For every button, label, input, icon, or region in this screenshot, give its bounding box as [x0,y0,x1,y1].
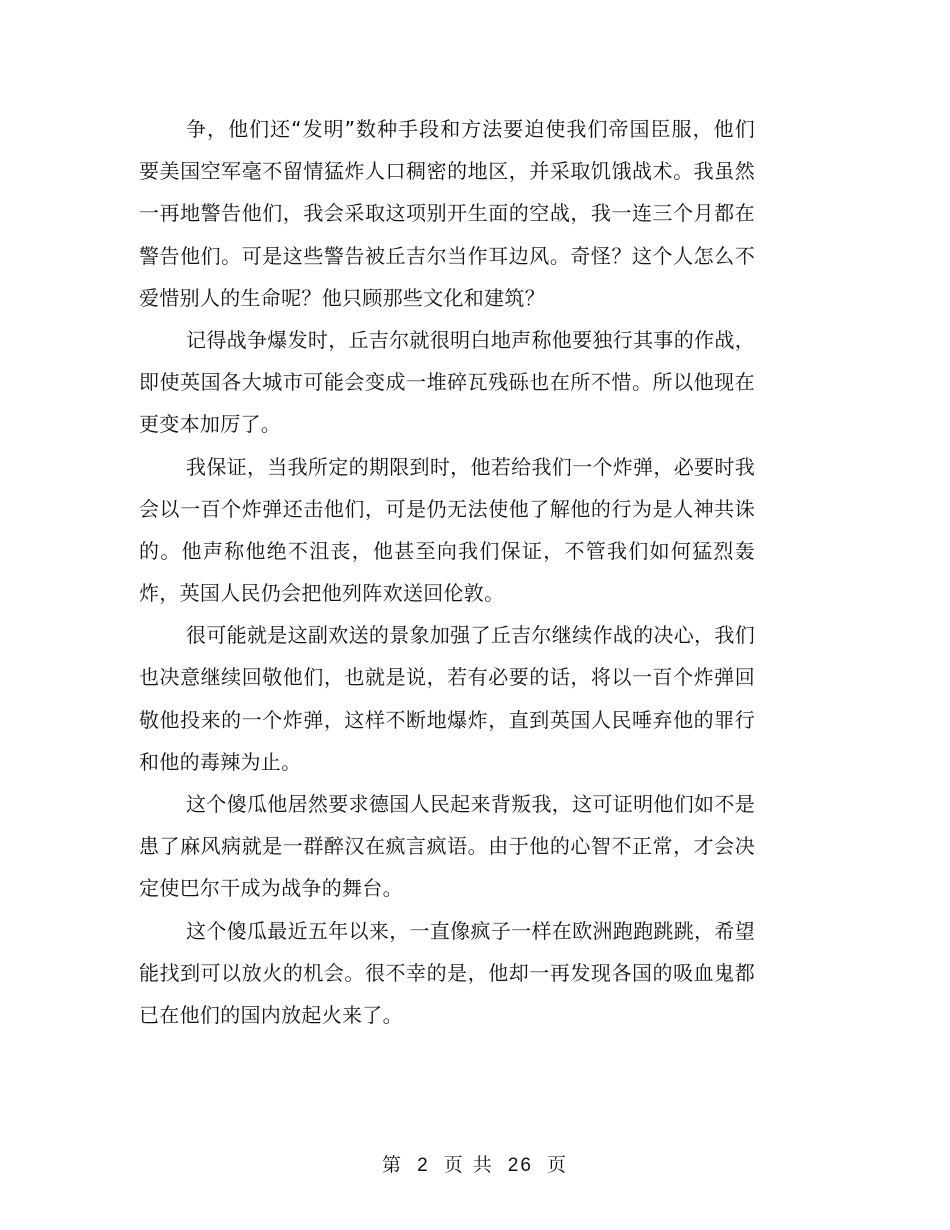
text-line: 即使英国各大城市可能会变成一堆碎瓦残砾也在所不惜。所以他现在 [139,370,755,395]
paragraph-2 [139,319,755,446]
paragraph-1 [139,108,755,319]
text-line: 我保证，当我所定的期限到时，他若给我们一个炸弹，必要时我 [186,454,755,479]
text-line: 敬他投来的一个炸弹，这样不断地爆炸，直到英国人民唾弃他的罪行 [139,707,755,732]
page-footer [0,1150,950,1177]
text-line: 已在他们的国内放起火来了。 [139,1002,403,1027]
text-line: 能找到可以放火的机会。很不幸的是，他却一再发现各国的吸血鬼都 [139,960,755,985]
text-line: 和他的毒辣为止。 [139,749,302,774]
text-line: 这个傻瓜最近五年以来，一直像疯子一样在欧洲跑跑跳跳，希望 [186,918,755,943]
text-line: 更变本加厉了。 [139,412,282,437]
current-page-number: 2 [417,1155,430,1176]
text-line: 很可能就是这副欢送的景象加强了丘吉尔继续作战的决心，我们 [186,623,755,648]
paragraph-4 [139,614,755,783]
footer-prefix: 第 [382,1154,404,1176]
text-line: 的。他声称他绝不沮丧，他甚至向我们保证，不管我们如何猛烈轰 [139,538,755,563]
text-line: 一再地警告他们，我会采取这项别开生面的空战，我一连三个月都在 [139,201,755,226]
text-line: 患了麻风病就是一群醉汉在疯言疯语。由于他的心智不正常，才会决 [139,834,755,859]
footer-suffix: 页 [546,1154,568,1176]
body-text [139,108,755,1036]
text-line: 会以一百个炸弹还击他们，可是仍无法使他了解他的行为是人神共诛 [139,496,755,521]
footer-middle: 页 共 [443,1154,494,1176]
paragraph-5 [139,783,755,910]
text-line: 记得战争爆发时，丘吉尔就很明白地声称他要独行其事的作战， [186,327,755,352]
text-line: 争，他们还“发明”数种手段和方法要迫使我们帝国臣服，他们 [186,117,755,141]
text-line: 这个傻瓜他居然要求德国人民起来背叛我，这可证明他们如不是 [186,792,755,816]
total-page-count: 26 [507,1155,533,1176]
text-line: 炸，英国人民仍会把他列阵欢送回伦敦。 [139,581,505,606]
text-line: 要美国空军毫不留情猛炸人口稠密的地区，并采取饥饿战术。我虽然 [139,159,755,184]
text-line: 也决意继续回敬他们，也就是说，若有必要的话，将以一百个炸弹回 [139,665,755,690]
text-line: 定使巴尔干成为战争的舞台。 [139,876,403,901]
text-line: 警告他们。可是这些警告被丘吉尔当作耳边风。奇怪？这个人怎么不 [139,243,755,268]
text-line: 爱惜别人的生命呢？他只顾那些文化和建筑？ [139,285,545,310]
paragraph-6 [139,910,755,1037]
paragraph-3 [139,446,755,615]
